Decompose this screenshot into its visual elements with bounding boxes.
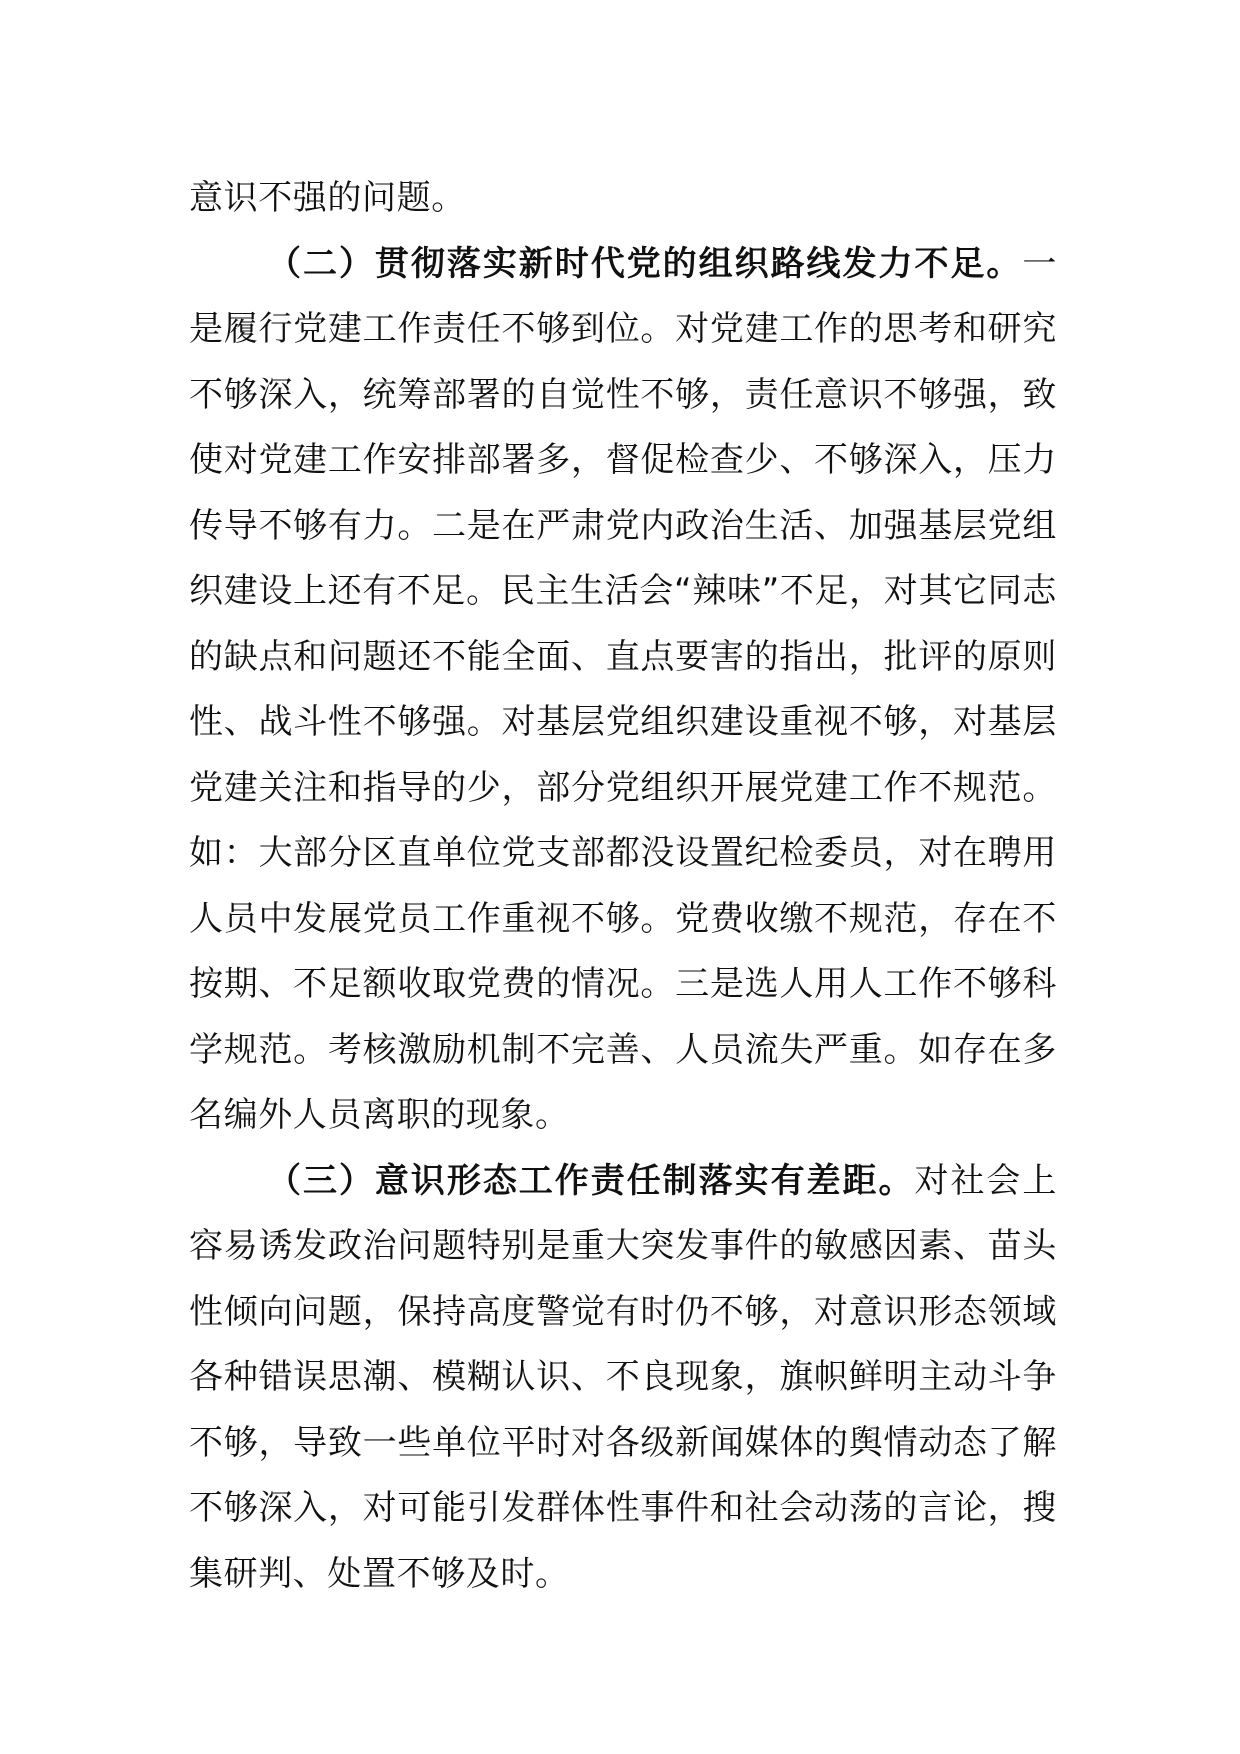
section-heading: （二）贯彻落实新时代党的组织路线发力不足。 [267, 243, 1023, 284]
paragraph-continuation [189, 166, 1057, 232]
paragraph-section-2 [189, 232, 1057, 1149]
document-page [189, 166, 1057, 1607]
paragraph-text: 对社会上容易诱发政治问题特别是重大突发事件的敏感因素、苗头性倾向问题，保持高度警觉有时仍不够，对意识形态领域各种错误思潮、模糊认识、不良现象，旗帜鲜明主动斗争不够，导致一些单位平时对各级新闻媒体的舆情动态了解不够深入，对可能引发群体性事件和社会动荡的言论，搜集研判、处置不够及时。 [189, 1160, 1057, 1594]
paragraph-text: 一是履行党建工作责任不够到位。对党建工作的思考和研究不够深入，统筹部署的自觉性不够，责任意识不够强，致使对党建工作安排部署多，督促检查少、不够深入，压力传导不够有力。二是在严肃党内政治生活、加强基层党组织建设上还有不足。民主生活会“辣味”不足，对其它同志的缺点和问题还不能全面、直点要害的指出，批评的原则性、战斗性不够强。对基层党组织建设重视不够，对基层党建关注和指导的少，部分党组织开展党建工作不规范。如：大部分区直单位党支部都没设置纪检委员，对在聘用人员中发展党员工作重视不够。党费收缴不规范，存在不按期、不足额收取党费的情况。三是选人用人工作不够科学规范。考核激励机制不完善、人员流失严重。如存在多名编外人员离职的现象。 [189, 243, 1057, 1135]
paragraph-section-3 [189, 1149, 1057, 1608]
section-heading: （三）意识形态工作责任制落实有差距。 [267, 1160, 915, 1201]
paragraph-text: 意识不强的问题。 [189, 178, 466, 218]
